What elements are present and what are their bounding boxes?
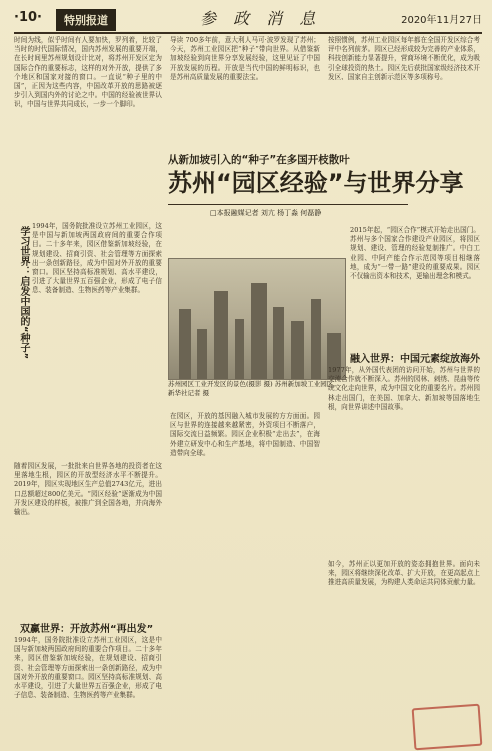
subhead-2: 双赢世界：开放苏州“再出发” [20,624,154,635]
page-header [14,6,482,34]
column-2-text: 在园区，开放的基因融入城市发展的方方面面。园区与世界的连接越来越紧密，外资项目不断落户，国际交流日益频繁。园区企业积极“走出去”，在海外建立研发中心和生产基地，将中国制造、中国智造带向全球。 [170,412,320,457]
headline-rule [168,204,408,205]
page-number: ·10· [14,10,42,25]
masthead: 参 政 消 息 [200,9,322,28]
issue-date: 2020年11月27日 [401,15,482,26]
caption-text: 苏州园区工业开发区的景色(摄影 摄) [168,380,273,388]
column-1c-text: 随着园区发展，一批批来自世界各地的投资者在这里落地生根，园区的开放型经济水平不断提升。2019年，园区实现地区生产总值2743亿元，进出口总额超过800亿美元。“园区经验”逐渐成为中国开发区建设的样板，被推广到全国各地，并向海外输出。 [14,462,162,517]
kicker: 从新加坡引入的“种子”在多国开枝散叶 [168,154,350,166]
red-stamp [412,704,483,751]
headline: 苏州“园区经验”与世界分享 [168,169,464,197]
intro-text: 导读 700多年前，意大利人马可·波罗发现了苏州；今天，苏州工业园区把“种子”带向世界。从借鉴新加坡经验到向世界分享发展经验，这里见证了中国开放发展的历程。开放是当代中国的鲜明标识，也是苏州高质量发展的重要法宝。 [170,36,320,81]
column-3b-text: 2015年起，“园区合作”模式开始走出国门。苏州与多个国家合作建设产业园区，将园区规划、建设、管理的经验复制推广。中白工业园、中阿产能合作示范园等项目相继落地，成为“一带一路”建设的重要成果。园区不仅输出资本和技术，更输出理念和模式。 [350,226,480,281]
side-heading: 学习世界：启发中国的“种子” [18,226,29,360]
caption-text-2: 苏州新加坡工业园区。新华社记者 摄 [168,380,340,397]
photo-caption [168,380,346,398]
column-3c-text: 1977年，从外国代表团的访问开始，苏州与世界的交流合作就不断深入。苏州的园林、刺绣、昆曲等传统文化走向世界，成为中国文化的重要名片。苏州园林走出国门，在美国、加拿大、新加坡等国落地生根，向世界讲述中国故事。 [328,366,480,411]
byline: □本报融媒记者 刘亢 杨丁淼 何磊静 [210,209,322,217]
column-1d-text: 1994年，国务院批准设立苏州工业园区，这是中国与新加坡两国政府间的重要合作项目。二十多年来，园区借鉴新加坡经验，在规划建设、招商引资、社会管理等方面探索出一条创新路径，成为中国对外开放的重要窗口。园区坚持高标准规划、高水平建设，引进了大量世界五百强企业，形成了电子信息、装备制造、生物医药等产业集群。 [14,636,162,700]
column-1b-text: 1994年，国务院批准设立苏州工业园区，这是中国与新加坡两国政府间的重要合作项目。二十多年来，园区借鉴新加坡经验，在规划建设、招商引资、社会管理等方面探索出一条创新路径，成为中国对外开放的重要窗口。园区坚持高标准规划、高水平建设，引进了大量世界五百强企业，形成了电子信息、装备制造、生物医药等产业集群。 [32,222,162,295]
subhead-1: 融入世界：中国元素绽放海外 [350,354,480,365]
column-1-text: 时间为线，似乎时间有人要加快，罗列着，比较了当时的时代国际情况，国内苏州发展的重要开端，在长时间里苏州规划设计比对，将苏州开发区定为国际合作的重要标志，这样的对外开放，提供了多个地区和国家对接的窗口。一直说“种子里的中国”，正因为这些内容，中国改革开放的思路被逐步引入到国内外的讨论之中。中国的经验被世界认识，中国与世界共同成长，一步一个脚印。 [14,36,162,109]
column-3d-text: 如今，苏州正以更加开放的姿态拥抱世界。面向未来，园区将继续深化改革、扩大开放，在更高起点上推进高质量发展，为构建人类命运共同体贡献力量。 [328,560,480,587]
city-photo [168,258,346,380]
section-label: 特别报道 [56,9,116,31]
column-3-text: 按照惯例，苏州工业园区每年都在全国开发区综合考评中名列前茅。园区已经形成较为完善的产业体系，科技创新能力显著提升，营商环境不断优化，成为吸引全球投资的热土。园区先后获批国家级经济技术开发区、国家自主创新示范区等多项称号。 [328,36,480,81]
